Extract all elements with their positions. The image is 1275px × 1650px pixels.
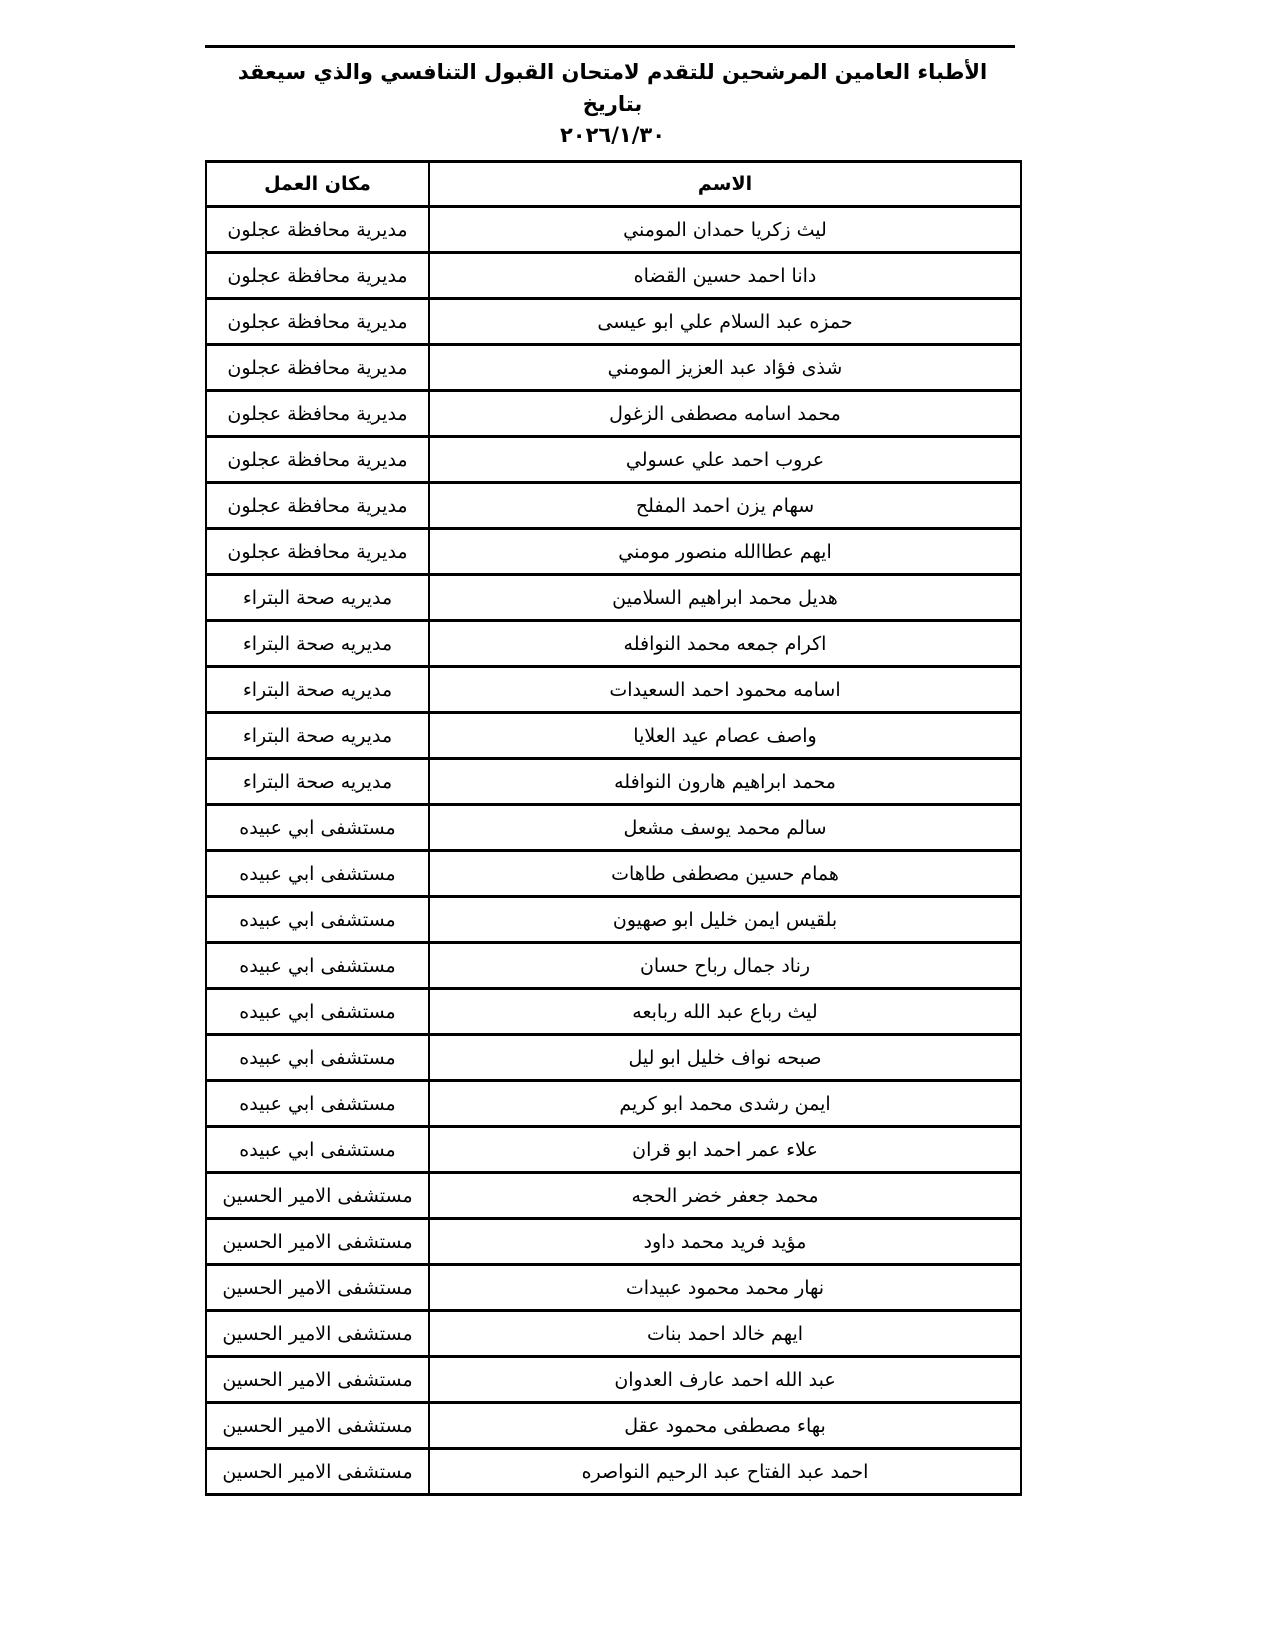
table-row	[206, 713, 1021, 759]
workplace-cell: مديريه صحة البتراء	[206, 621, 429, 667]
name-cell: احمد عبد الفتاح عبد الرحيم النواصره	[429, 1449, 1021, 1495]
table-row	[206, 759, 1021, 805]
workplace-cell: مديرية محافظة عجلون	[206, 299, 429, 345]
name-cell: محمد ابراهيم هارون النوافله	[429, 759, 1021, 805]
name-cell: عروب احمد علي عسولي	[429, 437, 1021, 483]
workplace-cell: مستشفى الامير الحسين	[206, 1311, 429, 1357]
table-row	[206, 851, 1021, 897]
workplace-cell: مديرية محافظة عجلون	[206, 391, 429, 437]
name-cell: علاء عمر احمد ابو قران	[429, 1127, 1021, 1173]
name-cell: بهاء مصطفى محمود عقل	[429, 1403, 1021, 1449]
table-row	[206, 345, 1021, 391]
name-cell: عبد الله احمد عارف العدوان	[429, 1357, 1021, 1403]
table-row	[206, 529, 1021, 575]
table-row	[206, 391, 1021, 437]
name-cell: محمد اسامه مصطفى الزغول	[429, 391, 1021, 437]
workplace-cell: مديرية محافظة عجلون	[206, 345, 429, 391]
name-cell: شذى فؤاد عبد العزيز المومني	[429, 345, 1021, 391]
page-title: الأطباء العامين المرشحين للتقدم لامتحان القبول التنافسي والذي سيعقد بتاريخ	[237, 60, 988, 116]
workplace-cell: مديريه صحة البتراء	[206, 667, 429, 713]
table-row	[206, 1081, 1021, 1127]
name-cell: واصف عصام عيد العلايا	[429, 713, 1021, 759]
table-row	[206, 253, 1021, 299]
table-row	[206, 1173, 1021, 1219]
table-row	[206, 1127, 1021, 1173]
table-row	[206, 299, 1021, 345]
name-cell: هديل محمد ابراهيم السلامين	[429, 575, 1021, 621]
table-body	[206, 207, 1021, 1495]
workplace-cell: مديريه صحة البتراء	[206, 713, 429, 759]
name-cell: دانا احمد حسين القضاه	[429, 253, 1021, 299]
workplace-cell: مستشفى ابي عبيده	[206, 943, 429, 989]
header-separator-rule	[205, 45, 1015, 48]
workplace-cell: مديرية محافظة عجلون	[206, 253, 429, 299]
workplace-cell: مستشفى ابي عبيده	[206, 851, 429, 897]
name-cell: نهار محمد محمود عبيدات	[429, 1265, 1021, 1311]
name-cell: اكرام جمعه محمد النوافله	[429, 621, 1021, 667]
workplace-cell: مستشفى الامير الحسين	[206, 1173, 429, 1219]
table-row	[206, 1035, 1021, 1081]
name-cell: همام حسين مصطفى طاهات	[429, 851, 1021, 897]
name-cell: سهام يزن احمد المفلح	[429, 483, 1021, 529]
table-row	[206, 805, 1021, 851]
table-header-row	[206, 162, 1021, 207]
name-cell: اسامه محمود احمد السعيدات	[429, 667, 1021, 713]
workplace-cell: مستشفى الامير الحسين	[206, 1219, 429, 1265]
name-cell: مؤيد فريد محمد داود	[429, 1219, 1021, 1265]
workplace-cell: مستشفى ابي عبيده	[206, 897, 429, 943]
table-row	[206, 621, 1021, 667]
workplace-cell: مستشفى ابي عبيده	[206, 989, 429, 1035]
exam-date: ٢٠٢٦/١/٣٠	[559, 123, 666, 147]
table-row	[206, 989, 1021, 1035]
workplace-cell: مستشفى الامير الحسين	[206, 1265, 429, 1311]
table-row	[206, 1403, 1021, 1449]
table-row	[206, 1357, 1021, 1403]
table-row	[206, 1219, 1021, 1265]
workplace-cell: مستشفى ابي عبيده	[206, 1035, 429, 1081]
workplace-cell: مديرية محافظة عجلون	[206, 483, 429, 529]
workplace-cell: مستشفى الامير الحسين	[206, 1403, 429, 1449]
document-page	[205, 0, 1020, 1496]
table-row	[206, 483, 1021, 529]
workplace-cell: مديرية محافظة عجلون	[206, 207, 429, 253]
table-row	[206, 437, 1021, 483]
column-header-workplace: مكان العمل	[206, 162, 429, 207]
physicians-table	[205, 160, 1022, 1496]
workplace-cell: مستشفى ابي عبيده	[206, 1081, 429, 1127]
table-row	[206, 1449, 1021, 1495]
workplace-cell: مديريه صحة البتراء	[206, 575, 429, 621]
workplace-cell: مديرية محافظة عجلون	[206, 437, 429, 483]
name-cell: صبحه نواف خليل ابو ليل	[429, 1035, 1021, 1081]
column-header-name: الاسم	[429, 162, 1021, 207]
table-row	[206, 667, 1021, 713]
table-row	[206, 207, 1021, 253]
table-row	[206, 575, 1021, 621]
name-cell: بلقيس ايمن خليل ابو صهيون	[429, 897, 1021, 943]
table-row	[206, 897, 1021, 943]
name-cell: محمد جعفر خضر الحجه	[429, 1173, 1021, 1219]
name-cell: سالم محمد يوسف مشعل	[429, 805, 1021, 851]
table-row	[206, 943, 1021, 989]
workplace-cell: مديريه صحة البتراء	[206, 759, 429, 805]
table-row	[206, 1311, 1021, 1357]
name-cell: ليث زكريا حمدان المومني	[429, 207, 1021, 253]
name-cell: ايهم خالد احمد بنات	[429, 1311, 1021, 1357]
workplace-cell: مديرية محافظة عجلون	[206, 529, 429, 575]
workplace-cell: مستشفى ابي عبيده	[206, 1127, 429, 1173]
name-cell: ايمن رشدى محمد ابو كريم	[429, 1081, 1021, 1127]
name-cell: رناد جمال رباح حسان	[429, 943, 1021, 989]
workplace-cell: مستشفى الامير الحسين	[206, 1357, 429, 1403]
workplace-cell: مستشفى ابي عبيده	[206, 805, 429, 851]
name-cell: ايهم عطاالله منصور مومني	[429, 529, 1021, 575]
name-cell: حمزه عبد السلام علي ابو عيسى	[429, 299, 1021, 345]
name-cell: ليث رباع عبد الله ربابعه	[429, 989, 1021, 1035]
workplace-cell: مستشفى الامير الحسين	[206, 1449, 429, 1495]
table-row	[206, 1265, 1021, 1311]
